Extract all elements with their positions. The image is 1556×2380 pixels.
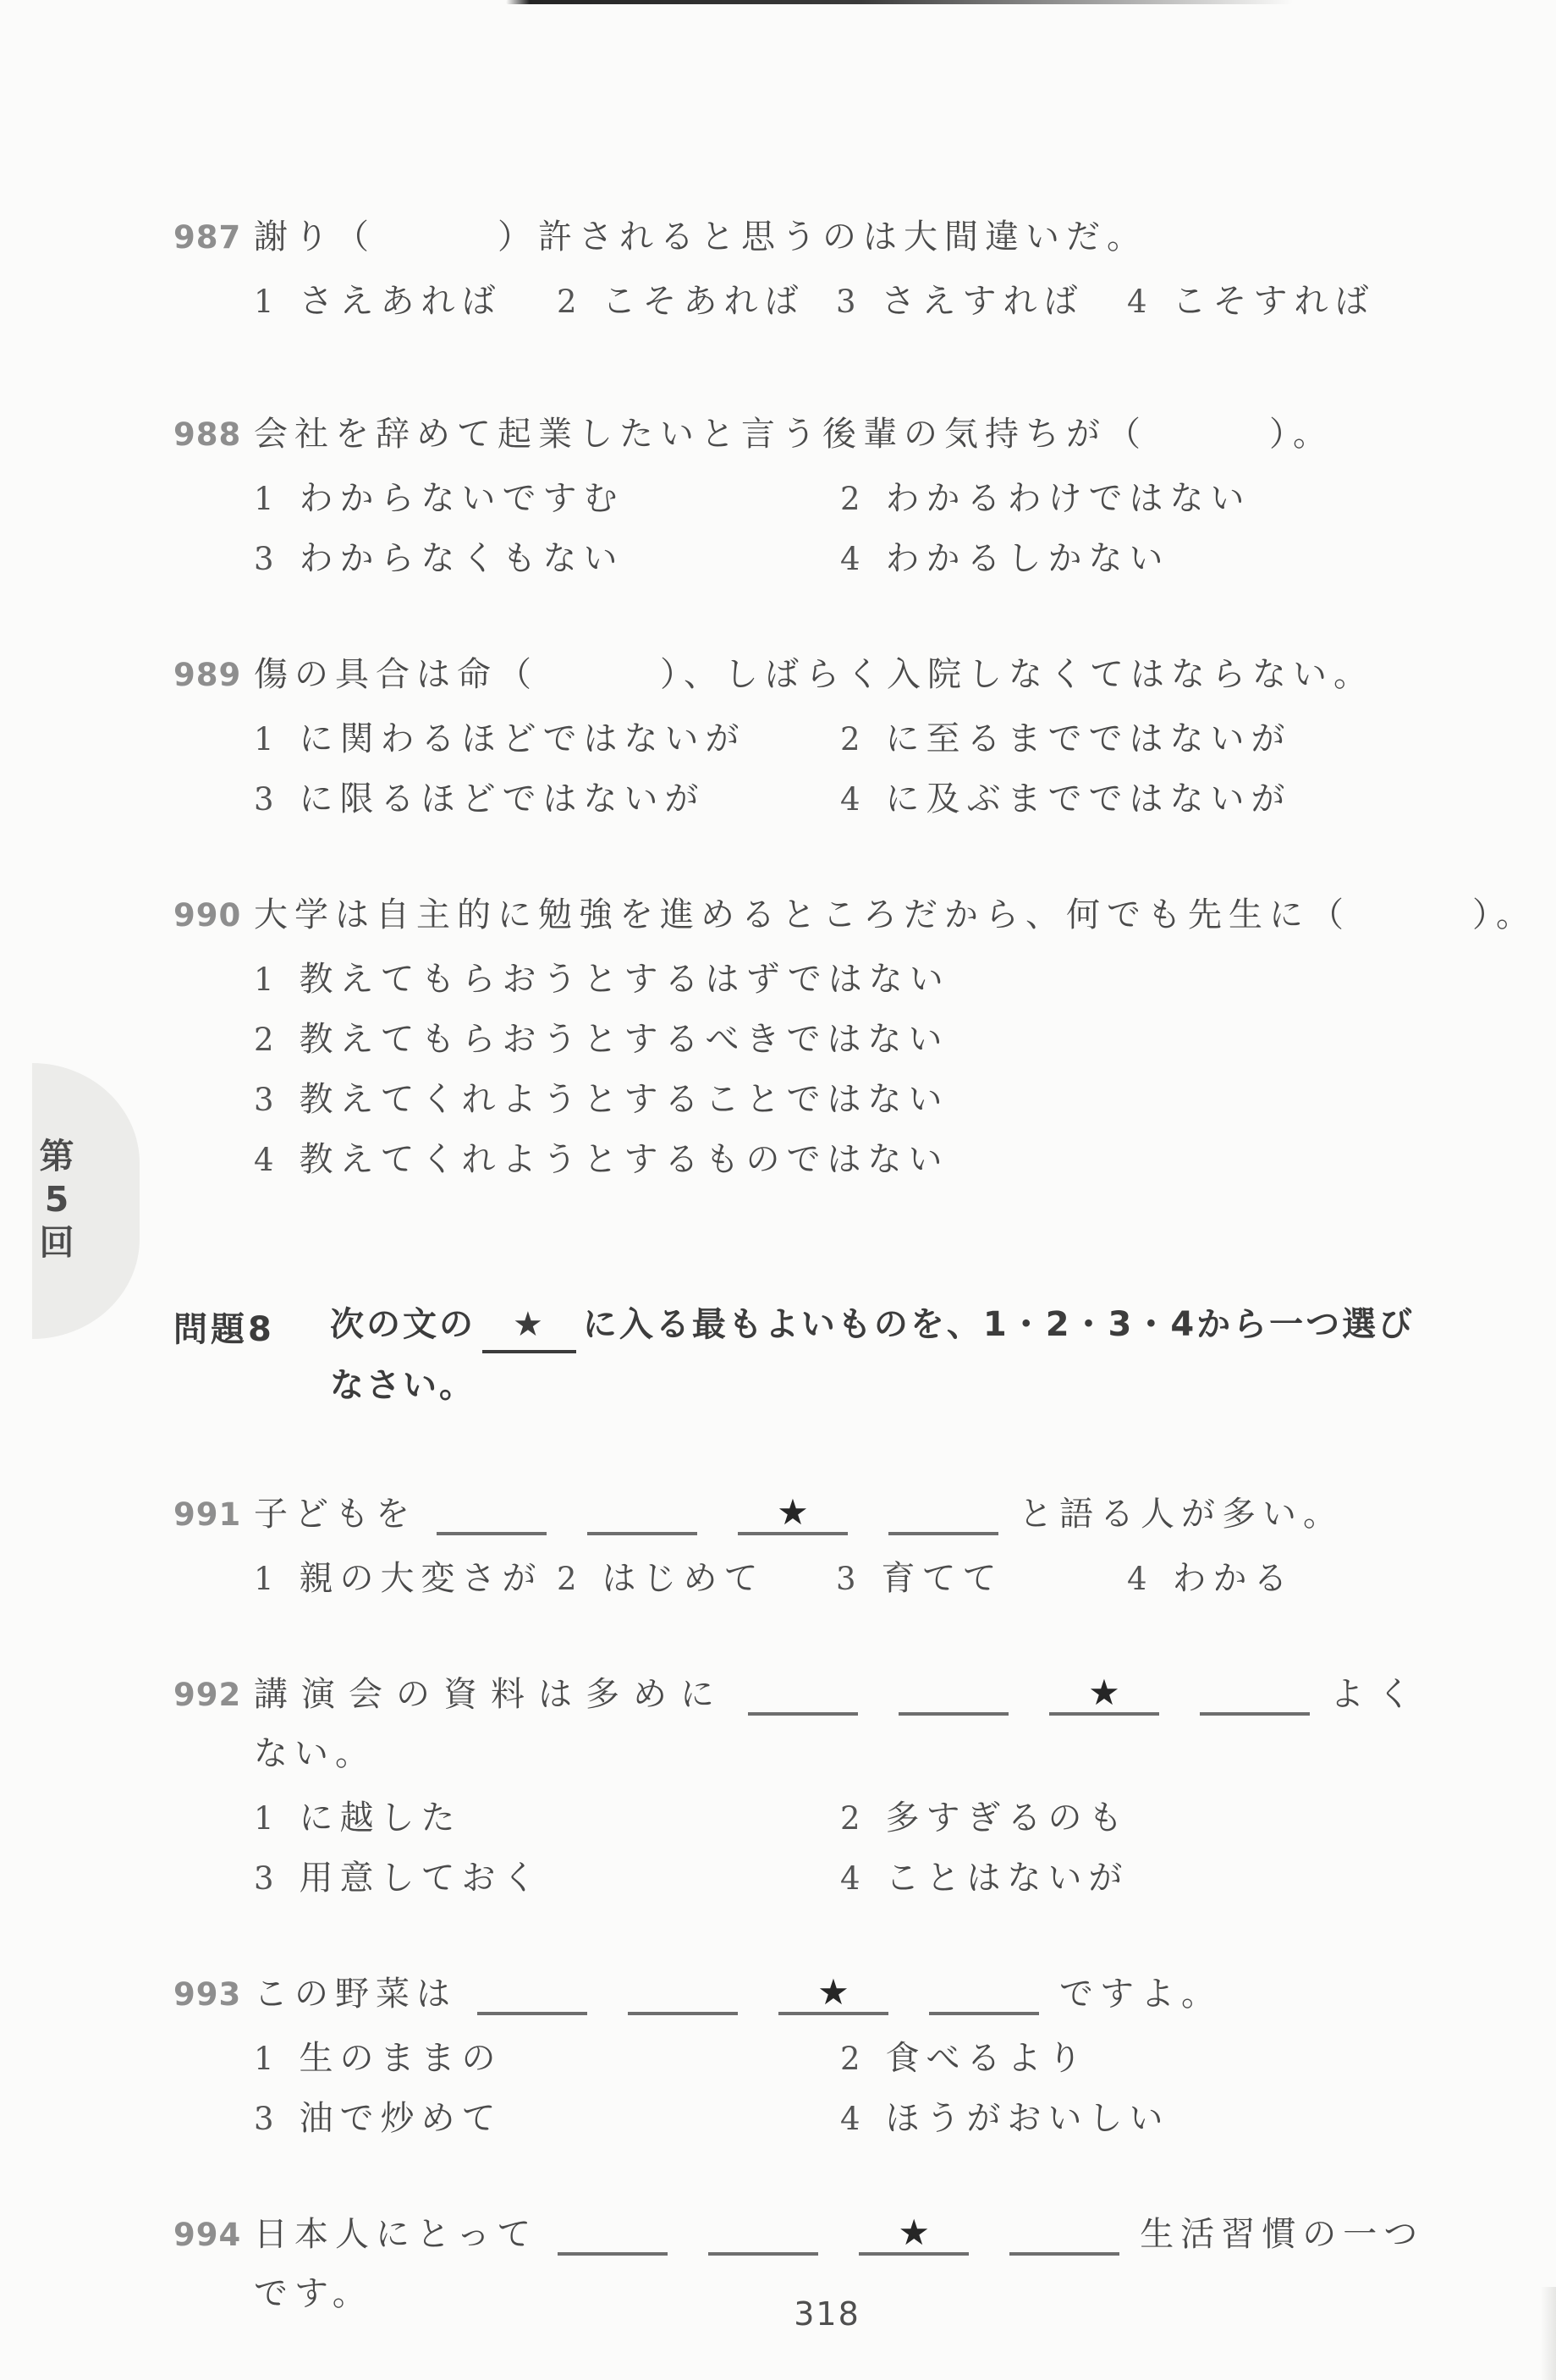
answer-blank [708, 2215, 818, 2256]
stem-text: 謝り（ ）許されると思うのは大間違いだ。 [254, 218, 1147, 256]
questions-group-1 [173, 213, 1537, 1182]
option-number: 2 [840, 1800, 860, 1837]
star-blank [778, 1971, 888, 2015]
question-991 [173, 1490, 1493, 1601]
option-992-3 [254, 1856, 840, 1901]
answer-blank [888, 1495, 998, 1535]
star-blank [738, 1491, 848, 1535]
option-text: 生のままの [299, 2039, 503, 2078]
stem-text: と語る人が多い。 [1019, 1495, 1344, 1534]
option-993-2 [840, 2036, 1493, 2081]
option-text: こそすれば [1172, 282, 1376, 321]
question-988 [173, 410, 1493, 581]
option-987-1 [254, 279, 557, 324]
page-number: 318 [794, 2295, 860, 2333]
option-993-3 [254, 2096, 840, 2141]
answer-blank [1200, 1675, 1310, 1716]
option-text: に至るまでではないが [885, 719, 1292, 758]
question-number: 991 [173, 1496, 242, 1533]
section-instructions [330, 1301, 1415, 1409]
chapter-tab-label [34, 1138, 80, 1263]
option-number: 4 [840, 2101, 860, 2137]
options-988 [254, 477, 1493, 581]
option-number: 1 [254, 2041, 274, 2077]
option-number: 1 [254, 284, 274, 320]
options-987 [254, 279, 1493, 324]
option-990-2 [254, 1017, 1493, 1062]
option-987-4 [1127, 279, 1493, 324]
option-text: わからなくもない [299, 539, 624, 578]
question-stem [254, 651, 1493, 698]
option-991-1 [254, 1556, 557, 1601]
option-number: 3 [836, 284, 856, 320]
option-number: 1 [254, 1561, 274, 1597]
option-989-3 [254, 777, 840, 822]
answer-blank [748, 1675, 858, 1716]
option-990-3 [254, 1077, 1493, 1122]
option-number: 2 [840, 2041, 860, 2077]
option-number: 3 [254, 781, 274, 818]
option-text: わかる [1172, 1559, 1295, 1598]
option-989-4 [840, 777, 1493, 822]
tab-char-1: 第 [39, 1136, 74, 1176]
options-992 [254, 1796, 1493, 1901]
option-text: さえあれば [299, 282, 503, 321]
option-number: 3 [254, 541, 274, 577]
option-988-4 [840, 537, 1493, 581]
question-stem-continued: ない。 [254, 1734, 376, 1773]
option-text: わかるしかない [885, 539, 1170, 578]
option-number: 4 [254, 1142, 274, 1178]
option-number: 2 [840, 481, 860, 517]
question-body [254, 2211, 1493, 2317]
section-header [173, 1301, 1493, 1409]
option-number: 4 [840, 541, 860, 577]
star-blank [859, 2212, 969, 2256]
option-991-2 [557, 1556, 836, 1601]
option-number: 1 [254, 721, 274, 758]
option-text: 多すぎるのも [885, 1799, 1130, 1837]
question-body [254, 1970, 1493, 2141]
option-988-3 [254, 537, 840, 581]
question-body [254, 651, 1493, 822]
answer-blank [558, 2215, 668, 2256]
option-992-1 [254, 1796, 840, 1841]
question-993 [173, 1970, 1493, 2141]
option-number: 4 [1127, 284, 1147, 320]
questions-group-2 [173, 1490, 1493, 2317]
stem-text: この野菜は [254, 1975, 457, 2014]
option-number: 1 [254, 961, 274, 998]
option-991-4 [1127, 1556, 1493, 1601]
star-icon: ★ [1088, 1672, 1120, 1713]
option-text: 教えてもらおうとするはずではない [299, 960, 950, 999]
answer-blank [477, 1975, 587, 2015]
options-991 [254, 1556, 1493, 1601]
star-blank [1049, 1672, 1159, 1716]
option-text: わかるわけではない [885, 479, 1251, 518]
stem-text: 生活習慣の一つ [1140, 2215, 1425, 2254]
section-instructions-line1 [330, 1301, 1415, 1353]
option-text: 育てて [881, 1559, 1003, 1598]
stem-text: 大学は自主的に勉強を進めるところだから、何でも先生に（ ）。 [254, 895, 1537, 934]
option-text: 親の大変さが [299, 1559, 543, 1598]
question-stem [254, 891, 1537, 939]
options-990 [254, 957, 1493, 1182]
question-stem-continued: です。 [254, 2274, 373, 2313]
star-icon: ★ [777, 1491, 809, 1533]
option-991-3 [836, 1556, 1127, 1601]
option-number: 4 [840, 1860, 860, 1897]
question-stem [254, 1671, 1493, 1718]
option-text: はじめて [602, 1559, 765, 1598]
question-number: 994 [173, 2217, 242, 2253]
option-text: ほうがおいしい [885, 2099, 1170, 2138]
star-icon: ★ [898, 2212, 931, 2253]
option-number: 2 [840, 721, 860, 758]
page-content [173, 213, 1537, 2317]
question-body [254, 1671, 1493, 1901]
option-number: 3 [254, 1082, 274, 1118]
option-text: 教えてもらおうとするべきではない [299, 1020, 949, 1059]
question-989 [173, 651, 1493, 822]
star-icon: ★ [513, 1305, 546, 1344]
option-text: さえすれば [881, 282, 1085, 321]
answer-blank [1009, 2215, 1119, 2256]
question-number: 987 [173, 219, 242, 256]
option-text: こそあれば [602, 282, 805, 321]
option-text: 用意しておく [299, 1859, 543, 1898]
answer-blank [899, 1675, 1009, 1716]
question-990 [173, 891, 1537, 1182]
option-number: 1 [254, 481, 274, 517]
section-id: 問題8 [173, 1310, 275, 1349]
option-text: に及ぶまでではないが [885, 780, 1292, 818]
question-stem [254, 1490, 1493, 1538]
options-993 [254, 2036, 1493, 2141]
answer-blank [437, 1495, 547, 1535]
scan-smudge [1541, 2287, 1556, 2380]
question-body [254, 891, 1537, 1182]
stem-text: よく [1330, 1675, 1425, 1714]
option-989-1 [254, 717, 840, 762]
option-987-3 [836, 279, 1127, 324]
option-988-2 [840, 477, 1493, 521]
option-number: 2 [557, 284, 577, 320]
stem-text: 傷の具合は命（ ）、しばらく入院しなくてはならない。 [254, 655, 1374, 694]
stem-text: 講演会の資料は多めに [254, 1675, 728, 1714]
scan-artifact-line [506, 0, 1293, 4]
option-number: 3 [254, 2101, 274, 2137]
option-text: 教えてくれようとするものではない [299, 1140, 949, 1179]
question-stem [254, 410, 1493, 458]
question-number: 992 [173, 1677, 242, 1713]
option-number: 2 [254, 1022, 274, 1058]
answer-blank [587, 1495, 697, 1535]
question-number: 990 [173, 897, 242, 934]
option-993-1 [254, 2036, 840, 2081]
option-990-1 [254, 957, 1493, 1002]
option-text: 油で炒めて [299, 2099, 503, 2138]
option-text: 教えてくれようとすることではない [299, 1080, 949, 1119]
option-number: 3 [254, 1860, 274, 1897]
option-number: 1 [254, 1800, 274, 1837]
stem-text: 子どもを [254, 1495, 416, 1534]
stem-text: 会社を辞めて起業したいと言う後輩の気持ちが（ ）。 [254, 415, 1333, 454]
option-text: に関わるほどではないが [299, 719, 746, 758]
option-number: 4 [840, 781, 860, 818]
option-text: に限るほどではないが [299, 780, 706, 818]
option-989-2 [840, 717, 1493, 762]
answer-blank [929, 1975, 1039, 2015]
section-instructions-line2: なさい。 [330, 1366, 476, 1405]
option-992-2 [840, 1796, 1493, 1841]
stem-text: ですよ。 [1059, 1975, 1222, 2014]
option-text: に越した [299, 1799, 462, 1837]
option-text: ことはないが [885, 1859, 1130, 1898]
option-text: わからないですむ [299, 479, 624, 518]
question-stem [254, 1970, 1493, 2018]
option-987-2 [557, 279, 836, 324]
question-number: 993 [173, 1976, 242, 2013]
option-number: 3 [836, 1561, 856, 1597]
instruction-pre: 次の文の [330, 1305, 476, 1344]
answer-blank [628, 1975, 738, 2015]
question-992 [173, 1671, 1493, 1901]
option-988-1 [254, 477, 840, 521]
option-992-4 [840, 1856, 1493, 1901]
question-stem [254, 213, 1493, 261]
option-text: 食べるより [885, 2039, 1089, 2078]
question-body [254, 410, 1493, 581]
question-987 [173, 213, 1493, 324]
tab-char-2: 5 [44, 1178, 69, 1220]
question-body [254, 213, 1493, 324]
option-990-4 [254, 1138, 1493, 1182]
options-989 [254, 717, 1493, 822]
tab-char-3: 回 [39, 1221, 74, 1263]
question-stem [254, 2211, 1493, 2258]
option-number: 4 [1127, 1561, 1147, 1597]
star-icon: ★ [817, 1971, 849, 2013]
instruction-post: に入る最もよいものを、1・2・3・4から一つ選び [582, 1305, 1416, 1344]
stem-text: 日本人にとって [254, 2215, 538, 2254]
option-number: 2 [557, 1561, 577, 1597]
star-underline [482, 1301, 576, 1353]
option-993-4 [840, 2096, 1493, 2141]
question-number: 988 [173, 416, 242, 453]
question-number: 989 [173, 657, 242, 693]
question-body [254, 1490, 1493, 1601]
